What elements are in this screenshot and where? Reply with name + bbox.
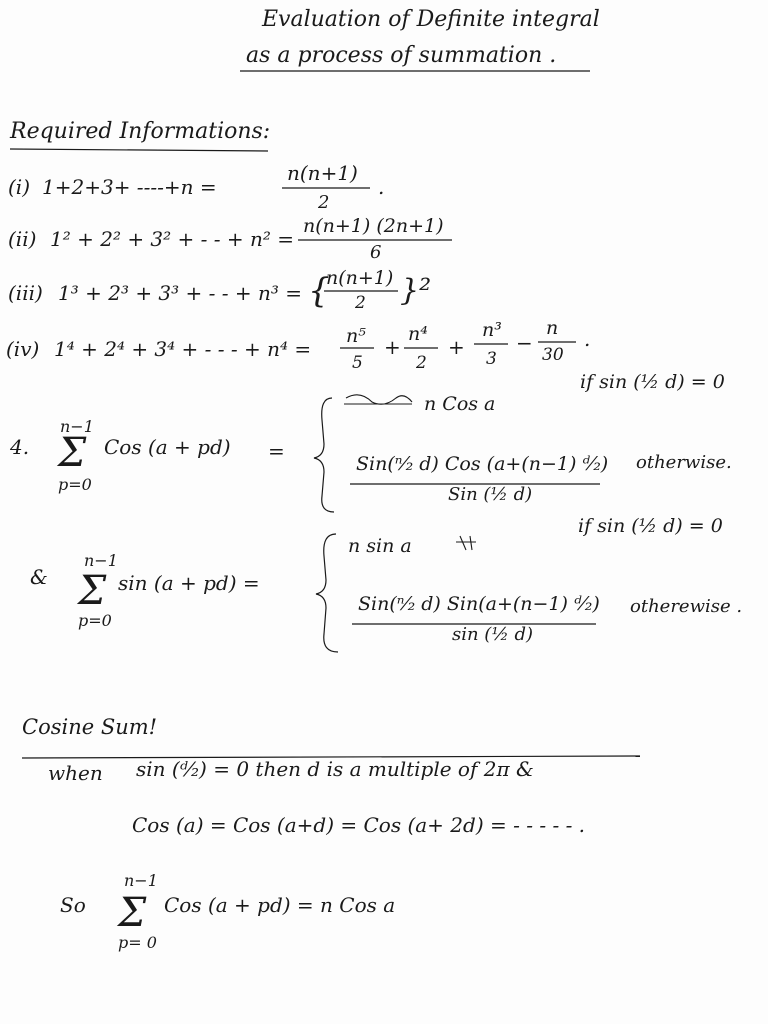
cosine-sum-when: when — [48, 761, 103, 785]
formula-ii-lhs: 1² + 2² + 3² + - - + n² = — [50, 227, 295, 251]
sin-sum-sigma-bottom: p=0 — [78, 611, 112, 630]
formula-i-denominator: 2 — [318, 192, 330, 213]
cos-sum-crossed-out-scribble — [344, 395, 412, 404]
cos-sum-sigma-top: n−1 — [60, 417, 94, 436]
cosine-sum-so: So — [60, 893, 86, 917]
formula-iv-term-3-den: 3 — [486, 349, 497, 369]
formula-iv-label: (iv) — [6, 337, 40, 361]
sin-sum-sigma-top: n−1 — [84, 551, 118, 570]
cos-sum-case-2-denominator: Sin (½ d) — [448, 484, 533, 505]
sin-sum-brace — [316, 534, 338, 652]
sin-sum-case-2-denominator: sin (½ d) — [452, 624, 534, 645]
formula-i-numerator: n(n+1) — [287, 161, 358, 185]
formula-iv-term-4-den: 30 — [542, 345, 564, 365]
cos-sum-case-1-condition: if sin (½ d) = 0 — [580, 371, 725, 393]
formula-iii-brace-close: }² — [400, 273, 432, 308]
formula-iv-term-1-op: + — [384, 335, 401, 359]
formula-iii-label: (iii) — [8, 281, 43, 305]
cosine-sum-result: Cos (a + pd) = n Cos a — [164, 893, 396, 917]
sin-sum-label: & — [30, 565, 48, 589]
formula-ii-numerator: n(n+1) (2n+1) — [303, 215, 444, 237]
required-heading-underline — [10, 149, 268, 151]
formula-iv-term-4-num: n — [546, 317, 559, 339]
formula-iv-term-4-op: . — [584, 327, 591, 351]
cosine-sum-sigma: Σ — [118, 890, 147, 936]
cosine-sum-condition-line: sin (ᵈ⁄₂) = 0 then d is a multiple of 2π & — [136, 757, 534, 781]
sin-sum-summand: sin (a + pd) = — [118, 571, 260, 595]
cosine-sum-heading: Cosine Sum! — [22, 715, 158, 739]
sin-sum-case-1-condition: if sin (½ d) = 0 — [578, 515, 723, 537]
formula-i-lhs: 1+2+3+ ----+n = — [42, 175, 217, 199]
cos-sum-sigma-bottom: p=0 — [58, 475, 92, 494]
formula-i-tail: . — [378, 175, 385, 199]
sin-sum-case-2-numerator: Sin(ⁿ⁄₂ d) Sin(a+(n−1) ᵈ⁄₂) — [358, 593, 600, 615]
formula-iv-term-2-num: n⁴ — [408, 323, 428, 345]
title-line-1: Evaluation of Definite integral — [262, 7, 600, 32]
title-line-2: as a process of summation . — [246, 43, 557, 68]
formula-iv-term-1-den: 5 — [352, 353, 363, 373]
formula-iv-term-2-den: 2 — [416, 353, 427, 373]
formula-iii-denominator: 2 — [355, 293, 366, 313]
cos-sum-case-2-condition: otherwise. — [636, 452, 732, 473]
cos-sum-brace — [314, 398, 334, 512]
formula-ii-label: (ii) — [8, 227, 37, 251]
sin-sum-crossed-out-scribble — [456, 536, 476, 550]
cosine-sum-sigma-top: n−1 — [124, 871, 158, 890]
formula-iv-term-2-op: + — [448, 335, 465, 359]
formula-iv-term-1-num: n⁵ — [346, 325, 366, 347]
cos-sum-sigma: Σ — [58, 430, 87, 476]
sin-sum-case-1-value: n sin a — [348, 535, 412, 557]
formula-iii-lhs: 1³ + 2³ + 3³ + - - + n³ = — [58, 281, 303, 305]
cos-sum-summand: Cos (a + pd) — [104, 435, 231, 459]
cosine-sum-equality-chain: Cos (a) = Cos (a+d) = Cos (a+ 2d) = - - - - - . — [132, 813, 586, 837]
cos-sum-case-2-numerator: Sin(ⁿ⁄₂ d) Cos (a+(n−1) ᵈ⁄₂) — [356, 453, 609, 475]
formula-iv-term-3-num: n³ — [482, 319, 502, 341]
formula-ii-denominator: 6 — [370, 242, 382, 263]
sin-sum-sigma: Σ — [78, 568, 107, 614]
cos-sum-case-1-value: n Cos a — [424, 393, 496, 415]
formula-iv-term-3-op: − — [516, 331, 533, 355]
formula-i-label: (i) — [8, 175, 31, 199]
sin-sum-case-2-condition: otherewise . — [630, 596, 743, 617]
required-heading: Required Informations: — [10, 119, 271, 144]
formula-iii-brace-open: { — [308, 271, 330, 311]
cosine-sum-sigma-bottom: p= 0 — [118, 933, 157, 952]
cos-sum-label: 4. — [10, 435, 30, 459]
formula-iii-numerator: n(n+1) — [326, 267, 394, 289]
formula-iv-lhs: 1⁴ + 2⁴ + 3⁴ + - - - + n⁴ = — [54, 337, 312, 361]
cos-sum-equals: = — [268, 439, 285, 463]
